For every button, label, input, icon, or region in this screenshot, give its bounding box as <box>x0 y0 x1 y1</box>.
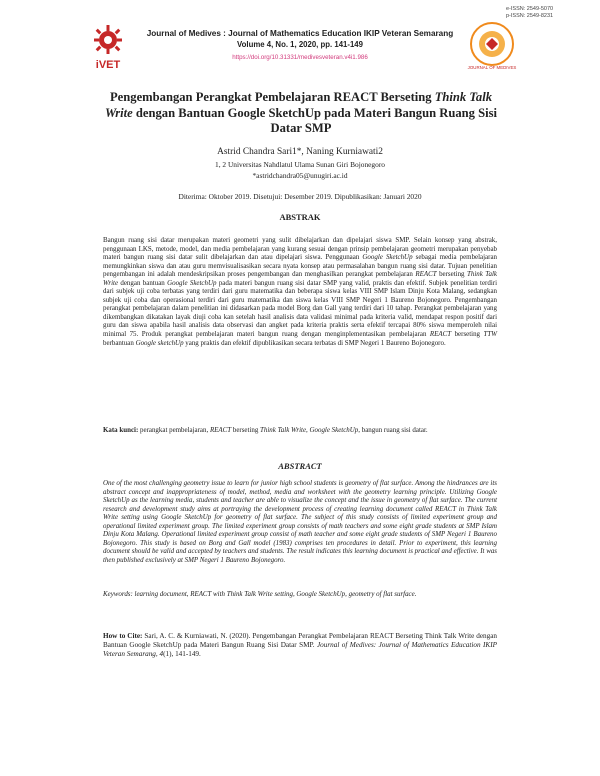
abstract-heading: ABSTRACT <box>278 461 322 471</box>
title-part-2: dengan Bantuan Google SketchUp pada Materi Bangun Ruang Sisi Datar SMP <box>132 105 498 135</box>
authors: Astrid Chandra Sari1*, Naning Kurniawati2 <box>217 147 383 157</box>
journal-medives-logo <box>466 20 518 72</box>
medives-logo-text: JOURNAL OF MEDIVES <box>467 65 517 70</box>
kata-kunci: Kata kunci: perangkat pembelajaran, REACT berseting Think Talk Write, Google SketchUp, bangun ruang sisi datar. <box>103 426 428 434</box>
keywords: Keywords: learning document, REACT with Think Talk Write setting, Google SketchUp, geometry of flat surface. <box>103 590 417 598</box>
ivet-logo-text: iVET <box>95 59 121 71</box>
issn-electronic: e-ISSN: 2549-5070 <box>506 6 554 12</box>
abstract-body: One of the most challenging geometry issue to learn for junior high school students is geometry of flat surface. Among the hindrances are its abstract concept and inappropriateness of model, method, media and worksheet with the geometry learning principle. Utilizing Google SketchUp as the learning media, students and teacher are able to visualize the concept and the issue in geometry of flat surface. The current research and development study aims at portraying the development process of creating learning document called REACT in Think Talk Write setting using Google SketchUp for geometry of flat surface. The subject of this study consists of limited experiment group and operational limited experiment group. The limited experiment group consists of math teachers and some eight grade students at SMP Islam Dinju Kota Malang. Operational limited experiment group consist of math teacher and some eight grade students of SMP Negeri 1 Baureno Bojonegoro. This study is based on Borg and Gall model (1983) comprises ten procedures in detail. Prior to experiment, this learning document should be valid and accepted by teachers and students. The result indicates this learning document is practical and effective. It was then published exclusively at SMP Negeri 1 Baureno Bojonegoro. <box>103 479 497 564</box>
journal-title: Journal of Medives : Journal of Mathematics Education IKIP Veteran Semarang <box>146 29 454 38</box>
paper-title <box>96 90 506 137</box>
submission-dates: Diterima: Oktober 2019. Disetujui: Desember 2019. Dipublikasikan: Januari 2020 <box>178 192 422 201</box>
abstrak-body: Bangun ruang sisi datar merupakan materi geometri yang sulit dibelajarkan dan dipelajari siswa SMP. Selain konsep yang abstrak, penggunaan LKS, metode, model, dan media pembelajaran yang kurang sesuai dengan prinsip pembelajaran geometri merupakan penyebab materi bangun ruang sisi datar sulit dibelajarkan dan atau dipelajari siswa. Penggunaan Google SketchUp sebagai media pembelajaran memungkinkan siswa dan atau guru memvisualisasikan secara nyata konsep atau permasalahan bangun ruang sisi datar. Tujuan penelitian pengembangan ini adalah mendeskripsikan proses pengembangan dan menghasilkan perangkat pembelajaran REACT berseting Think Talk Write dengan bantuan Google SketchUp pada materi bangun ruang sisi datar SMP yang valid, praktis dan efektif. Subjek penelitian terdiri dari subjek uji coba terbatas yang terdiri dari guru matematika dan beberapa siswa kelas VIII SMP Islam Dinju Kota Malang, sedangkan subjek uji coba dan operasional terdiri dari guru matematika dan siswa kelas VIII SMP Negeri 1 Baureno Bojonegoro. Pengembangan perangkat pembelajaran dalam penelitian ini didasarkan pada model Borg dan Gall yang terdiri dari 10 tahap. Perangkat pembelajaran yang dikembangkan dikatakan layak diuji coba kan setelah hasil analisis data validasi minimal pada kriteria valid, mendapat respon positif dari guru dan siswa apabila hasil analisis data observasi dan angket pada kriteria praktis serta efektif tercapai 80% siswa memperoleh nilai minimal 75. Produk perangkat pembelajaran materi bangun ruang dengan menginplementasikan pembelajaran REACT berseting TTW berbantuan Google sketchUp yang praktis dan efektif dipublikasikan secara terbatas di SMP Negeri 1 Baureno Bojonegoro. <box>103 236 497 347</box>
how-to-cite: How to Cite: Sari, A. C. & Kurniawati, N. (2020). Pengembangan Perangkat Pembelajaran REACT Berseting Think Talk Write dengan Bantuan Google SketchUp pada Materi Bangun Ruang Sisi Datar SMP. Journal of Medives: Journal of Mathematics Education IKIP Veteran Semarang, 4(1), 141-149. <box>103 632 497 658</box>
corresponding-email: *astridchandra05@unugiri.ac.id <box>252 171 348 180</box>
title-italic: Think Talk Write <box>104 90 493 120</box>
abstrak-heading: ABSTRAK <box>279 212 321 222</box>
affiliation: 1, 2 Universitas Nahdlatul Ulama Sunan Giri Bojonegoro <box>215 160 385 169</box>
journal-volume: Volume 4, No. 1, 2020, pp. 141-149 <box>237 40 363 49</box>
issn-print: p-ISSN: 2549-8231 <box>506 13 554 19</box>
doi-link[interactable]: https://doi.org/10.31331/medivesveteran.v4i1.986 <box>232 54 368 61</box>
journal-header <box>130 28 470 61</box>
ikip-veteran-logo <box>86 24 130 72</box>
title-part-1: Pengembangan Perangkat Pembelajaran REACT Berseting <box>109 90 435 104</box>
issn-block <box>506 6 553 20</box>
